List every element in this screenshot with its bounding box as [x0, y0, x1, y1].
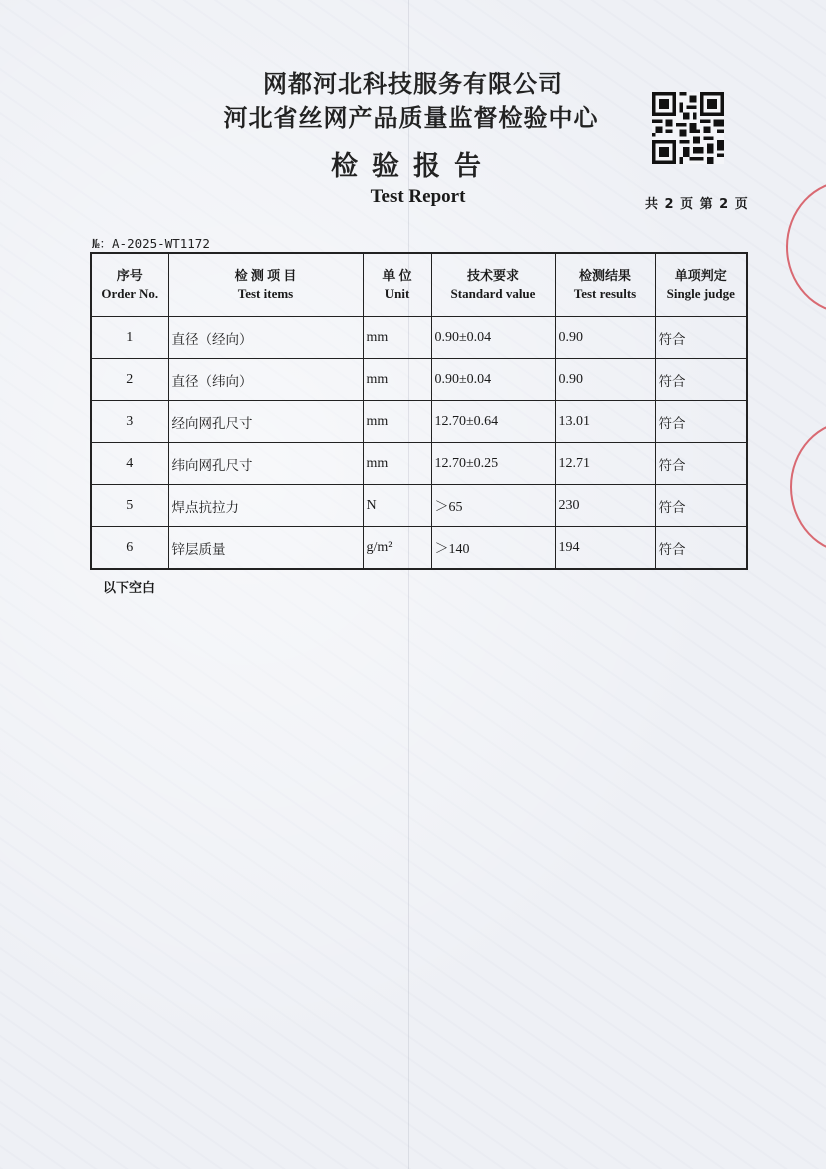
cell-test-item: 焊点抗拉力: [168, 485, 363, 527]
cell-test-item: 纬向网孔尺寸: [168, 443, 363, 485]
cell-judge: 符合: [655, 401, 747, 443]
cell-judge: 符合: [655, 317, 747, 359]
cell-unit: mm: [363, 443, 431, 485]
header-test-results: 检测结果 Test results: [555, 253, 655, 317]
cell-order: 5: [91, 485, 168, 527]
organization-name: 网都河北科技服务有限公司: [263, 70, 563, 98]
cell-unit: mm: [363, 317, 431, 359]
table-row: [91, 443, 747, 485]
cell-test-item: 经向网孔尺寸: [168, 401, 363, 443]
report-number: №：A-2025-WT1172: [92, 236, 210, 251]
cell-unit: N: [363, 485, 431, 527]
cell-judge: 符合: [655, 443, 747, 485]
cell-standard: 0.90±0.04: [431, 359, 555, 401]
table-row: [91, 317, 747, 359]
cell-judge: 符合: [655, 485, 747, 527]
cell-result: 0.90: [555, 359, 655, 401]
cell-judge: 符合: [655, 359, 747, 401]
test-results-table: [90, 252, 748, 570]
cell-order: 2: [91, 359, 168, 401]
header-order: 序号 Order No.: [91, 253, 168, 317]
inspection-center-name: 河北省丝网产品质量监督检验中心: [223, 104, 599, 132]
cell-order: 4: [91, 443, 168, 485]
cell-standard: ＞65: [431, 485, 555, 527]
cell-order: 6: [91, 527, 168, 570]
cell-unit: mm: [363, 401, 431, 443]
cell-test-item: 直径（经向）: [168, 317, 363, 359]
cell-unit: g/m²: [363, 527, 431, 570]
cell-test-item: 锌层质量: [168, 527, 363, 570]
report-title-en: Test Report: [370, 186, 466, 207]
table-header-row: [91, 253, 747, 317]
cell-standard: ＞140: [431, 527, 555, 570]
page-counter: 共 2 页 第 2 页: [645, 197, 749, 212]
cell-result: 0.90: [555, 317, 655, 359]
cell-result: 13.01: [555, 401, 655, 443]
header-standard-value: 技术要求 Standard value: [431, 253, 555, 317]
cell-order: 3: [91, 401, 168, 443]
header-test-items: 检 测 项 目 Test items: [168, 253, 363, 317]
qr-code-icon: [652, 92, 724, 164]
report-title-cn: 检验报告: [331, 151, 495, 182]
cell-result: 230: [555, 485, 655, 527]
table-row: [91, 401, 747, 443]
blank-below-note: 以下空白: [103, 581, 156, 596]
header-single-judge: 单项判定 Single judge: [655, 253, 747, 317]
cell-unit: mm: [363, 359, 431, 401]
cell-result: 12.71: [555, 443, 655, 485]
cell-standard: 0.90±0.04: [431, 317, 555, 359]
cell-test-item: 直径（纬向）: [168, 359, 363, 401]
cell-judge: 符合: [655, 527, 747, 570]
table-row: [91, 527, 747, 570]
header-unit: 单 位 Unit: [363, 253, 431, 317]
cell-standard: 12.70±0.25: [431, 443, 555, 485]
cell-order: 1: [91, 317, 168, 359]
cell-standard: 12.70±0.64: [431, 401, 555, 443]
table-row: [91, 485, 747, 527]
table-row: [91, 359, 747, 401]
cell-result: 194: [555, 527, 655, 570]
